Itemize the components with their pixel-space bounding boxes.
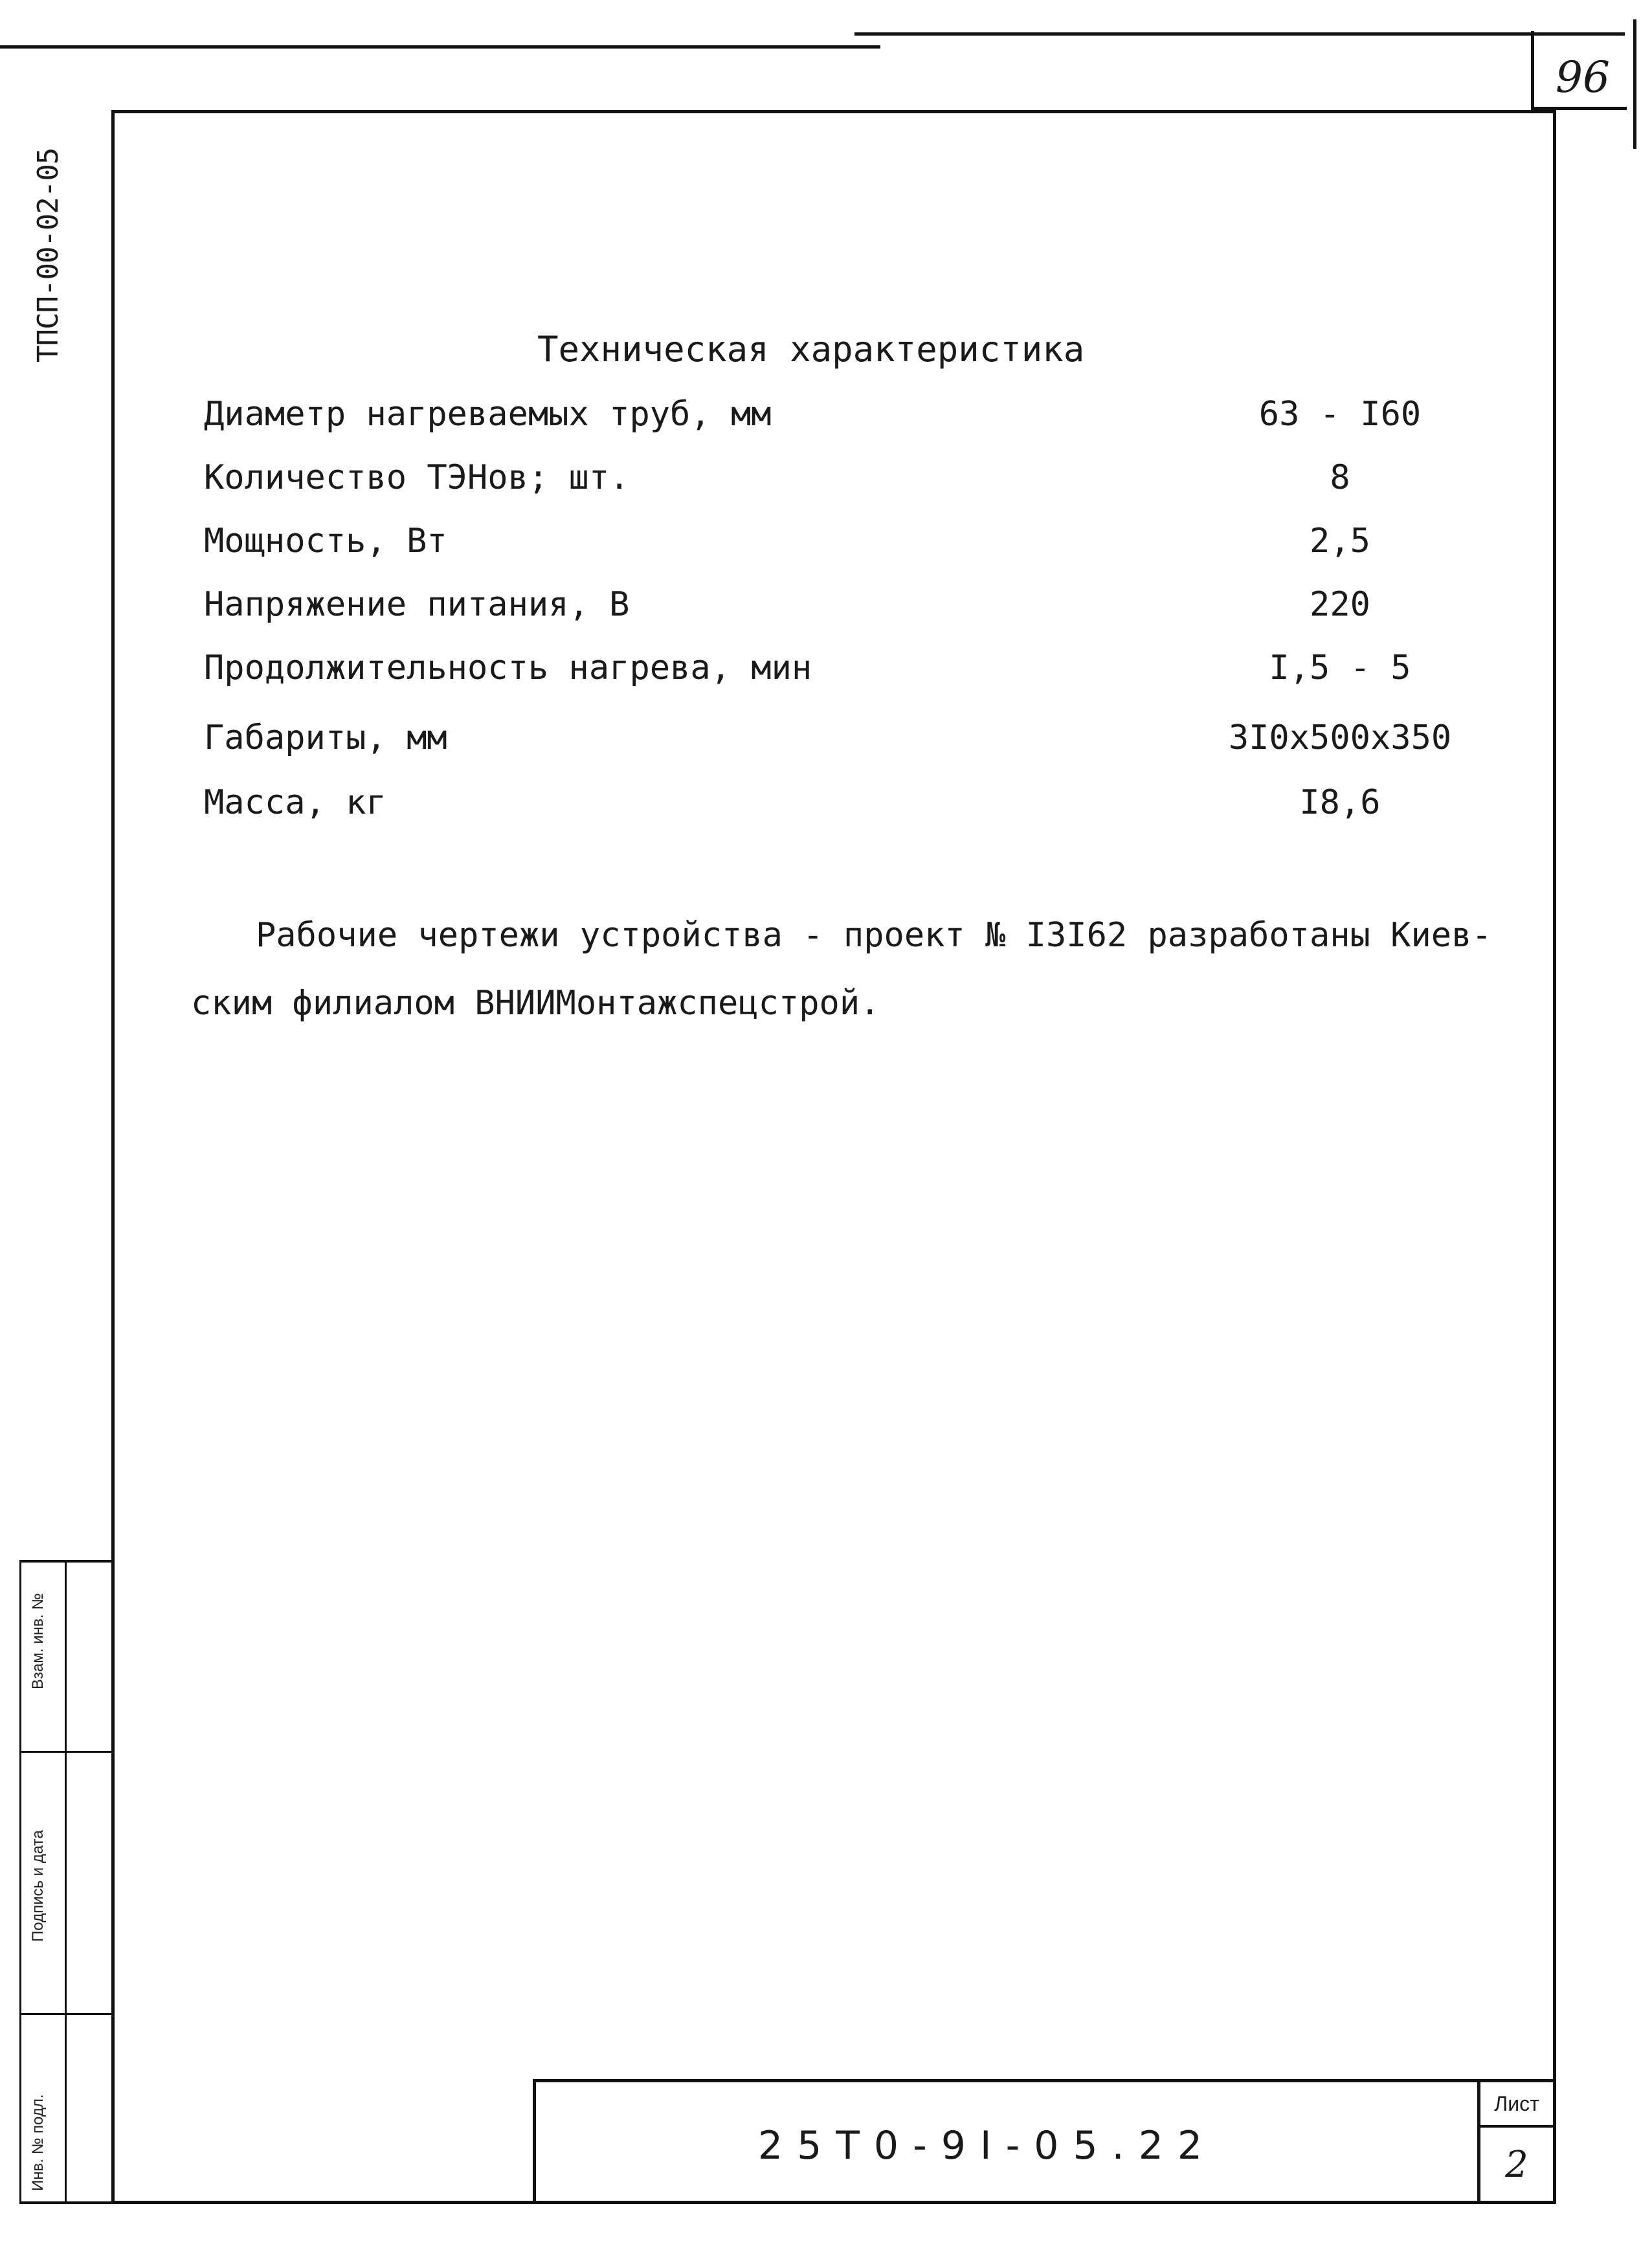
spec-label: Количество ТЭНов; шт. (204, 458, 630, 497)
binding-label-inventory: Инв. № подл. (29, 2094, 47, 2191)
spec-value: 220 (1310, 585, 1370, 624)
document-title: Техническая характеристика (537, 329, 1085, 370)
document-code: 25T0-9I-05.22 (757, 2123, 1217, 2168)
spec-value: I,5 - 5 (1269, 649, 1411, 687)
binding-label-replacement: Взам. инв. № (29, 1593, 47, 1689)
paragraph-line: Рабочие чертежи устройства - проект № I3I62 разработаны Киев- (256, 916, 1492, 955)
spec-value: 2,5 (1310, 522, 1370, 561)
spec-label: Мощность, Вт (204, 522, 447, 561)
top-rule (854, 32, 1625, 36)
binding-strip-divider (65, 1560, 67, 2204)
top-rule (0, 45, 880, 49)
binding-strip-divider (19, 2013, 111, 2015)
side-document-code: ТПСП-00-02-05 (32, 148, 65, 362)
paragraph-line: ским филиалом ВНИИМонтажспецстрой. (191, 984, 880, 1023)
spec-value: 63 - I60 (1258, 395, 1422, 434)
spec-value: I8,6 (1299, 783, 1381, 822)
spec-label: Напряжение питания, В (204, 585, 630, 624)
sheet-number: 2 (1505, 2144, 1528, 2186)
spec-label: Габариты, мм (204, 718, 447, 757)
sheet-label: Лист (1494, 2092, 1539, 2115)
sheet-cell-divider (1477, 2125, 1556, 2128)
spec-label: Масса, кг (204, 783, 386, 822)
spec-label: Диаметр нагреваемых труб, мм (204, 395, 772, 434)
page-number: 96 (1556, 52, 1610, 102)
spec-value: 8 (1330, 458, 1350, 497)
spec-value: 3I0x500x350 (1228, 718, 1452, 757)
binding-strip-divider (19, 1751, 111, 1753)
spec-label: Продолжительность нагрева, мин (204, 649, 812, 687)
binding-label-signature-date: Подпись и дата (29, 1830, 47, 1942)
page-edge-mark (1633, 19, 1636, 149)
